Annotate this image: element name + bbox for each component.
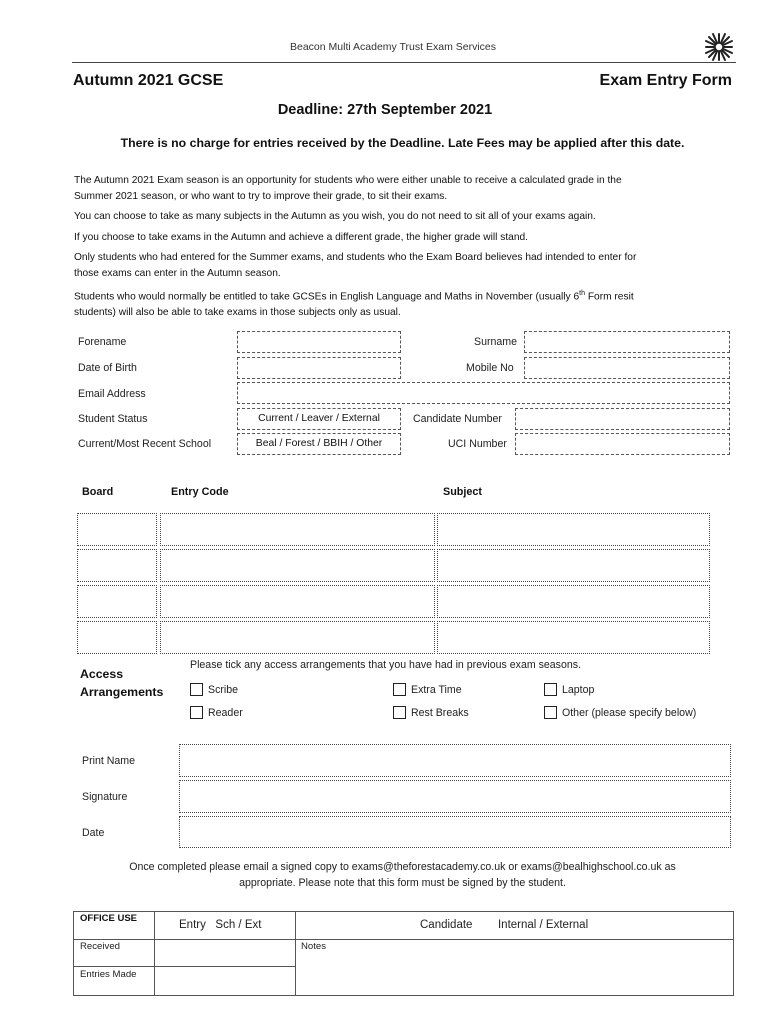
access-heading [80,665,163,701]
office-candidate-header: Candidate Internal / External [420,919,589,931]
access-heading-line: Access [80,667,124,681]
laptop-label: Laptop [562,683,595,696]
board-column-header: Board [82,486,114,498]
date-field[interactable] [179,816,731,848]
student-status-label: Student Status [78,413,148,425]
deadline: Deadline: 27th September 2021 [277,102,493,118]
office-divider [295,911,296,996]
intro-line: those exams can enter in the Autumn season. [74,267,281,279]
intro-paragraph-5 [74,286,739,320]
print-name-label: Print Name [82,755,135,767]
office-divider [73,939,734,940]
other-label: Other (please specify below) [562,706,697,719]
uci-number-label: UCI Number [448,438,507,450]
entry-subject-cell[interactable] [437,513,710,546]
reader-label: Reader [208,706,243,719]
entry-subject-cell[interactable] [437,549,710,582]
mobile-label: Mobile No [466,362,514,374]
office-use-title: OFFICE USE [80,913,138,924]
email-field[interactable] [237,382,730,404]
rest-breaks-option[interactable] [393,705,469,720]
form-title-right: Exam Entry Form [599,72,732,89]
intro-line: students) will also be able to take exams in those subjects only as usual. [74,306,401,318]
extra-time-checkbox[interactable] [393,683,406,696]
entry-subject-cell[interactable] [437,585,710,618]
intro-paragraph-3: If you choose to take exams in the Autumn and achieve a different grade, the higher grade will stand. [74,232,529,243]
email-instruction [0,859,770,891]
other-checkbox[interactable] [544,706,557,719]
uci-number-field[interactable] [515,433,730,455]
rest-breaks-checkbox[interactable] [393,706,406,719]
entry-board-cell[interactable] [77,585,157,618]
entry-board-cell[interactable] [77,513,157,546]
header-rule [72,62,736,63]
laptop-option[interactable] [544,682,594,697]
school-field[interactable]: Beal / Forest / BBIH / Other [237,433,401,455]
dob-label: Date of Birth [78,362,137,374]
access-heading-line: Arrangements [80,685,164,699]
office-received-label: Received [80,941,120,952]
entry-code-cell[interactable] [160,549,435,582]
intro-line: The Autumn 2021 Exam season is an opportunity for students who were either unable to receive a calculated grade in the [74,175,622,186]
reader-checkbox[interactable] [190,706,203,719]
date-label: Date [82,827,105,839]
scribe-option[interactable] [190,682,238,697]
header-org: Beacon Multi Academy Trust Exam Services [290,41,496,53]
candidate-number-field[interactable] [515,408,730,430]
email-instruction-line: Once completed please email a signed copy to exams@theforestacademy.co.uk or exams@bealhighschool.co.uk as [129,861,676,873]
candidate-number-label: Candidate Number [413,413,502,425]
intro-line: Summer 2021 season, or who want to try to improve their grade, to sit their exams. [74,190,448,202]
forename-field[interactable] [237,331,401,353]
scribe-label: Scribe [208,683,239,696]
entry-code-cell[interactable] [160,513,435,546]
email-instruction-line: appropriate. Please note that this form must be signed by the student. [239,877,566,889]
student-status-field[interactable]: Current / Leaver / External [237,408,401,430]
email-label: Email Address [78,388,146,400]
office-entry-header: Entry Sch / Ext [179,919,262,931]
office-use-table [73,911,734,996]
print-name-field[interactable] [179,744,731,777]
surname-field[interactable] [524,331,730,353]
mobile-field[interactable] [524,357,730,379]
reader-option[interactable] [190,705,243,720]
entry-subject-cell[interactable] [437,621,710,654]
access-instruction: Please tick any access arrangements that you have had in previous exam seasons. [190,659,582,671]
crest-logo-icon [704,32,734,62]
intro-paragraph-1 [74,173,739,204]
office-notes-label: Notes [301,941,327,952]
entry-code-column-header: Entry Code [171,486,229,498]
intro-line: Only students who had entered for the Summer exams, and students who the Exam Board believes had intended to enter for [74,252,637,263]
entry-code-cell[interactable] [160,621,435,654]
office-entries-made-label: Entries Made [80,969,137,980]
forename-label: Forename [78,336,127,348]
entry-code-cell[interactable] [160,585,435,618]
entry-board-cell[interactable] [77,621,157,654]
school-label: Current/Most Recent School [78,438,212,450]
intro-paragraph-2: You can choose to take as many subjects in the Autumn as you wish, you do not need to sit all of your exams again. [74,211,596,222]
extra-time-label: Extra Time [411,683,462,696]
extra-time-option[interactable] [393,682,462,697]
other-option[interactable] [544,705,696,720]
office-divider [73,966,295,967]
form-title-left: Autumn 2021 GCSE [73,72,224,89]
subject-column-header: Subject [443,486,482,498]
entry-board-cell[interactable] [77,549,157,582]
signature-field[interactable] [179,780,731,813]
laptop-checkbox[interactable] [544,683,557,696]
intro-text: Students who would normally be entitled to take GCSEs in English Language and Maths in November (usually 6 [74,291,580,303]
signature-label: Signature [82,791,128,803]
office-divider [154,911,155,996]
scribe-checkbox[interactable] [190,683,203,696]
intro-line [74,286,739,305]
charge-notice: There is no charge for entries received by the Deadline. Late Fees may be applied after this date. [120,136,685,150]
rest-breaks-label: Rest Breaks [411,706,469,719]
intro-paragraph-4 [74,250,739,281]
dob-field[interactable] [237,357,401,379]
surname-label: Surname [474,336,517,348]
intro-text: Form resit [584,291,634,303]
superscript-th: th [579,290,585,297]
